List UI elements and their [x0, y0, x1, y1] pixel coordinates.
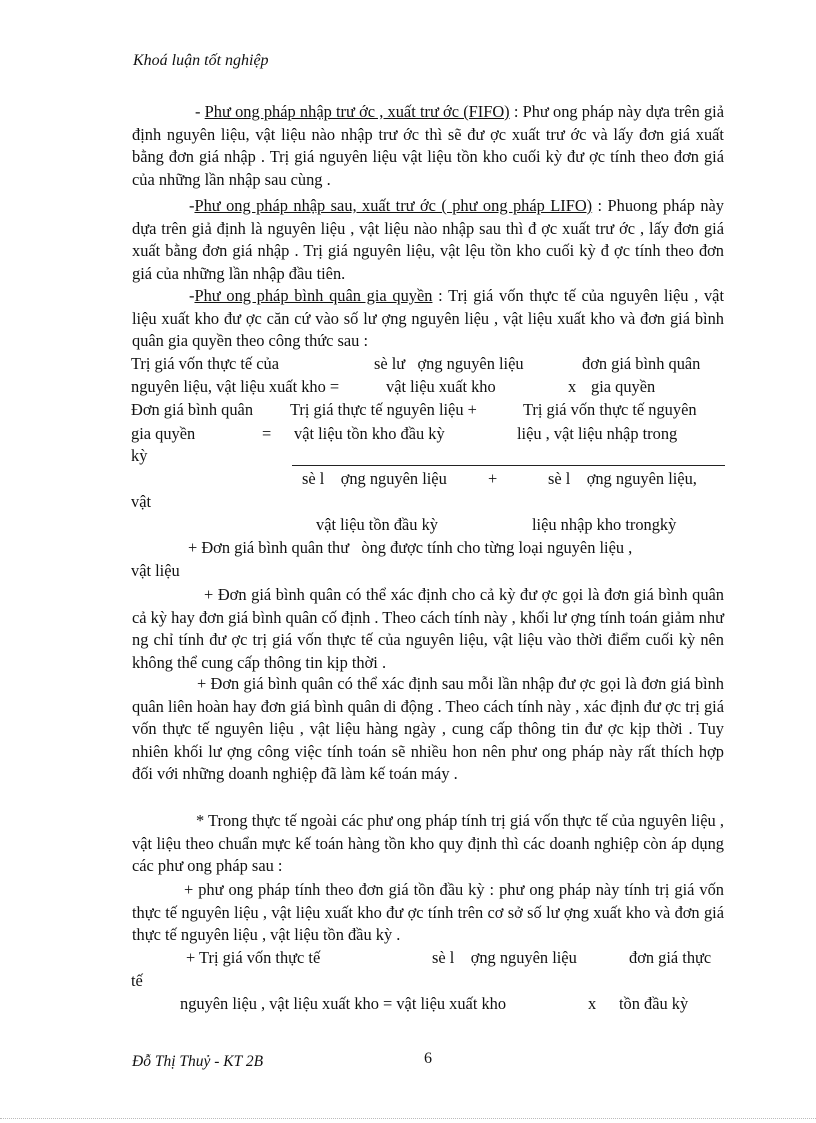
formula2-b3: vật liệu tồn kho đầu kỳ	[294, 424, 445, 443]
formula1-b2: vật liệu xuất kho	[386, 377, 496, 396]
formula3-a3: đơn giá thực	[629, 948, 712, 967]
paragraph-lifo	[132, 195, 724, 285]
formula2-a2: Trị giá thực tế nguyên liệu +	[290, 400, 477, 419]
formula2-d3: sè l ợng nguyên liệu,	[548, 469, 697, 488]
formula1-b3: x	[568, 377, 577, 396]
fifo-title: Phư ong pháp nhập trư ớc , xuất trư ớc (FIFO)	[204, 102, 510, 121]
fraction-line	[292, 465, 725, 466]
page-bottom-divider	[0, 1118, 816, 1119]
formula2-g1: vật liệu tồn đầu kỳ	[316, 515, 438, 534]
formula3-a1: + Trị giá vốn thực tế	[186, 948, 321, 967]
formula1-b1: nguyên liệu, vật liệu xuất kho =	[131, 377, 340, 396]
formula1-a1: Trị giá vốn thực tế của	[131, 354, 280, 373]
note-average-line2: vật liệu	[131, 561, 180, 580]
formula3-c2: x	[588, 994, 597, 1013]
formula1-b4: gia quyền	[591, 377, 656, 396]
formula3-c1: nguyên liệu , vật liệu xuất kho = vật liệu xuất kho	[180, 994, 507, 1013]
footer-author: Đỗ Thị Thuỷ - KT 2B	[132, 1053, 264, 1070]
formula3-b1: tế	[131, 971, 143, 990]
formula1-a3: đơn giá bình quân	[582, 354, 701, 373]
paragraph-moving-average: + Đơn giá bình quân có thể xác định sau mỗi lần nhập đư ợc gọi là đơn giá bình quân liên hoàn hay đơn giá bình quân di động . Theo cách tính này , xác định đư ợc trị giá vốn thực tế nguyên liệu , vật liệu hàng ngày , cung cấp thông tin đư ợc kịp thời . Tuy nhiên khối lư ợng công việc tính toán sẽ nhiều hon nên phư ong pháp này rất thích hợp đối với những doanh nghiệp đã làm kế toán máy .	[132, 674, 724, 783]
avg-title: Phư ong pháp bình quân gia quyền	[194, 286, 433, 305]
note-average-line1: + Đơn giá bình quân thư òng được tính cho từng loại nguyên liệu ,	[188, 538, 633, 557]
paragraph-opening-price: + phư ong pháp tính theo đơn giá tồn đầu kỳ : phư ong pháp này tính trị giá vốn thực tế nguyên liệu , vật liệu xuất kho đư ợc tính trên cơ sở số lư ợng xuất kho và đơn giá thực tế nguyên liệu , vật liệu tồn đầu kỳ .	[132, 880, 724, 944]
fifo-text: : Phư ong pháp này dựa trên giả định nguyên liệu, vật liệu nào nhập trư ớc thì sẽ đư ợc xuất trư ớc và lấy đơn giá xuất bằng đơn giá nhập . Trị giá nguyên liệu vật liệu tồn kho cuối kỳ đư ợc tính theo đơn giá của những lần nhập sau cùng .	[132, 102, 724, 189]
avg-text: : Trị giá vốn thực tế của nguyên liệu , vật liệu xuất kho đư ợc căn cứ vào số lư ợng nguyên liệu , vật liệu xuất kho và đơn giá bình quân gia quyền theo công thức sau :	[132, 286, 724, 350]
formula2-c1: kỳ	[131, 446, 148, 465]
formula2-a1: Đơn giá bình quân	[131, 400, 254, 419]
paragraph-fifo	[132, 101, 724, 191]
paragraph-fixed-average: + Đơn giá bình quân có thể xác định cho cả kỳ đư ợc gọi là đơn giá bình quân cả kỳ hay đơn giá bình quân cố định . Theo cách tính này , khối lư ợng tính toán giảm như ng chỉ tính đư ợc trị giá vốn thực tế của nguyên liệu, vật liệu vào thời điểm cuối kỳ nên không thể cung cấp thông tin kịp thời .	[132, 585, 724, 672]
formula1-a2: sè lư ợng nguyên liệu	[374, 354, 524, 373]
paragraph-other-methods: * Trong thực tế ngoài các phư ong pháp tính trị giá vốn thực tế của nguyên liệu , vật liệu theo chuẩn mực kế toán hàng tồn kho quy định thì các doanh nghiệp còn áp dụng các phư ong pháp sau :	[132, 811, 724, 875]
formula2-d2: +	[488, 469, 498, 488]
paragraph-weighted-average	[132, 285, 724, 353]
fifo-lead: -	[195, 102, 205, 121]
avg-lead: -	[189, 286, 195, 305]
page-header: Khoá luận tốt nghiệp	[133, 52, 269, 69]
page-number: 6	[424, 1050, 432, 1067]
formula2-g2: liệu nhập kho trongkỳ	[532, 515, 677, 534]
formula2-e1: vật	[131, 492, 152, 511]
formula2-b1: gia quyền	[131, 424, 196, 443]
lifo-lead: -	[189, 196, 195, 215]
lifo-text: : Phuong pháp này dựa trên giả định là nguyên liệu , vật liệu nào nhập sau thì đ ợc xuất trư ớc , lấy đơn giá xuất bằng đơn giá nhập . Trị giá nguyên liệu, vật lệu tồn kho cuối kỳ đ ợc tính theo đơn giá của những lần nhập đầu tiên.	[132, 196, 724, 283]
lifo-title: Phư ong pháp nhập sau, xuất trư ớc ( phư ong pháp LIFO)	[194, 196, 593, 215]
formula2-a3: Trị giá vốn thực tế nguyên	[523, 400, 697, 419]
formula3-c3: tồn đầu kỳ	[619, 994, 689, 1013]
formula3-a2: sè l ợng nguyên liệu	[432, 948, 577, 967]
formula2-b2: =	[262, 424, 272, 443]
formula2-d1: sè l ợng nguyên liệu	[302, 469, 447, 488]
formula2-b4: liệu , vật liệu nhập trong	[517, 424, 678, 443]
